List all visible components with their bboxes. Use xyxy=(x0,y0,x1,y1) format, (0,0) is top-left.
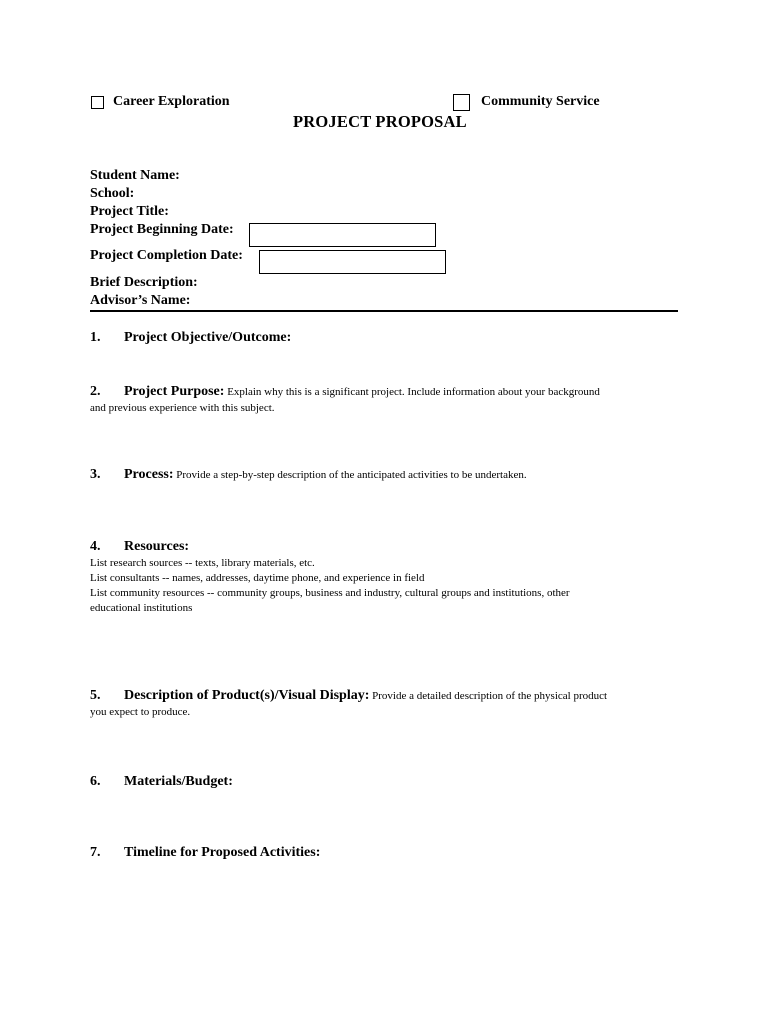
resources-line-4: educational institutions xyxy=(90,602,193,614)
resources-line-3: List community resources -- community groups, business and industry, cultural groups and institutions, other xyxy=(90,587,570,599)
career-exploration-checkbox[interactable] xyxy=(91,96,104,109)
advisor-name-label: Advisor’s Name: xyxy=(90,293,191,308)
brief-description-label: Brief Description: xyxy=(90,275,198,290)
divider-line xyxy=(90,310,678,312)
community-service-label: Community Service xyxy=(481,94,600,109)
section-6-heading: 6. Materials/Budget: xyxy=(90,774,233,789)
resources-line-1: List research sources -- texts, library materials, etc. xyxy=(90,557,315,569)
section-7-heading: 7. Timeline for Proposed Activities: xyxy=(90,845,321,860)
section-2-desc-continued: and previous experience with this subject. xyxy=(90,402,275,414)
project-title-label: Project Title: xyxy=(90,204,169,219)
community-service-checkbox[interactable] xyxy=(453,94,470,111)
section-5-heading: 5. Description of Product(s)/Visual Display: Provide a detailed description of the physical product xyxy=(90,688,608,703)
section-2-heading: 2. Project Purpose: Explain why this is a significant project. Include information about your background xyxy=(90,384,600,399)
page-title: PROJECT PROPOSAL xyxy=(293,112,467,131)
completion-date-label: Project Completion Date: xyxy=(90,248,243,263)
section-4-heading: 4. Resources: xyxy=(90,539,190,554)
school-label: School: xyxy=(90,186,135,201)
completion-date-input[interactable] xyxy=(259,250,446,274)
beginning-date-input[interactable] xyxy=(249,223,436,247)
beginning-date-label: Project Beginning Date: xyxy=(90,222,234,237)
section-1-heading: 1. Project Objective/Outcome: xyxy=(90,330,292,345)
section-5-desc-continued: you expect to produce. xyxy=(90,706,191,718)
career-exploration-label: Career Exploration xyxy=(113,94,230,109)
resources-line-2: List consultants -- names, addresses, daytime phone, and experience in field xyxy=(90,572,425,584)
section-3-heading: 3. Process: Provide a step-by-step description of the anticipated activities to be undertaken. xyxy=(90,467,527,482)
student-name-label: Student Name: xyxy=(90,168,180,183)
